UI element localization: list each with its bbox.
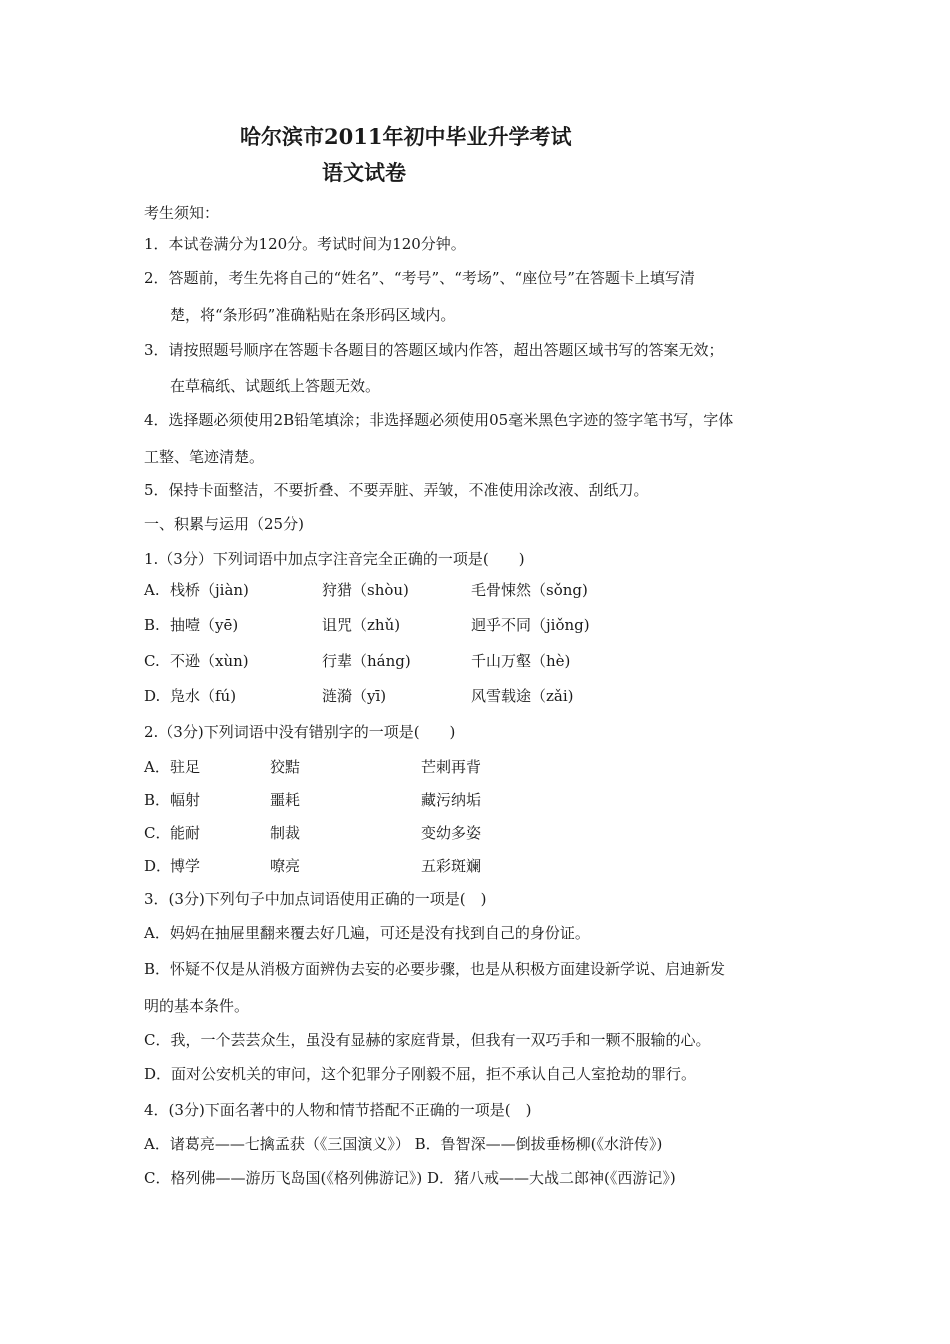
option-word: 诅咒（zhǔ): [322, 616, 401, 634]
question-3-option: B．怀疑不仅是从消极方面辨伪去妄的必要步骤，也是从积极方面建设新学说、启迪新发: [144, 960, 726, 978]
option-label: A．: [144, 758, 170, 776]
question-1-stem: 1.（3分）下列词语中加点字注音完全正确的一项是( ): [144, 550, 525, 568]
notice-item: 4．选择题必须使用2B铅笔填涂；非选择题必须使用05毫米黑色字迹的签字笔书写，字体: [144, 411, 734, 429]
option-label: A.: [144, 581, 160, 599]
option-word: 嘹亮: [270, 857, 301, 875]
option-word: 涟漪（yī): [322, 687, 387, 705]
question-3-option: C．我，一个芸芸众生，虽没有显赫的家庭背景，但我有一双巧手和一颗不服输的心。: [144, 1031, 711, 1049]
option-word: 狩猎（shòu): [322, 581, 409, 599]
option-word: 毛骨悚然（sǒng): [471, 581, 588, 599]
notice-item: 3．请按照题号顺序在答题卡各题目的答题区域内作答，超出答题区域书写的答案无效；: [144, 341, 724, 359]
option-word: 迥乎不同（jiǒng): [471, 616, 590, 634]
option-word: 栈桥（jiàn): [170, 581, 249, 599]
option-label: C.: [144, 652, 160, 670]
option-label: D.: [144, 687, 161, 705]
option-word: 凫水（fú): [170, 687, 237, 705]
notice-item: 在草稿纸、试题纸上答题无效。: [170, 377, 381, 395]
option-word: 狡黠: [270, 758, 301, 776]
question-3-option: 明的基本条件。: [144, 997, 250, 1015]
option-word: 制裁: [270, 824, 301, 842]
option-word: 行辈（háng): [322, 652, 411, 670]
option-word: 驻足: [170, 758, 201, 776]
section-heading: 一、积累与运用（25分): [144, 515, 304, 533]
option-word: 变幼多姿: [421, 824, 482, 842]
question-3-option: D．面对公安机关的审问，这个犯罪分子刚毅不屈，拒不承认自己人室抢劫的罪行。: [144, 1065, 697, 1083]
question-4-option: C．格列佛——游历飞岛国(《格列佛游记》) D．猪八戒——大战二郎神(《西游记》): [144, 1169, 676, 1187]
option-word: 博学: [170, 857, 201, 875]
notice-item: 楚，将“条形码”准确粘贴在条形码区域内。: [170, 306, 456, 324]
question-3-stem: 3．(3分)下列句子中加点词语使用正确的一项是( ): [144, 890, 487, 908]
exam-subtitle: 语文试卷: [322, 160, 406, 185]
option-word: 千山万壑（hè): [471, 652, 571, 670]
question-4-option: A．诸葛亮——七擒孟获（《三国演义》） B．鲁智深——倒拔垂杨柳(《水浒传》): [144, 1135, 663, 1153]
notice-heading: 考生须知：: [144, 204, 220, 222]
question-4-stem: 4．(3分)下面名著中的人物和情节搭配不正确的一项是( ): [144, 1101, 532, 1119]
option-word: 幅射: [170, 791, 201, 809]
notice-item: 1．本试卷满分为120分。考试时间为120分钟。: [144, 235, 466, 253]
option-word: 不逊（xùn): [170, 652, 249, 670]
question-3-option: A．妈妈在抽屉里翻来覆去好几遍，可还是没有找到自己的身份证。: [144, 924, 590, 942]
notice-item: 2．答题前，考生先将自己的“姓名”、“考号”、“考场”、“座位号”在答题卡上填写清: [144, 269, 695, 287]
option-word: 芒刺再背: [421, 758, 482, 776]
option-label: C．: [144, 824, 171, 842]
option-label: D．: [144, 857, 172, 875]
option-word: 抽噎（yē): [170, 616, 239, 634]
notice-item: 工整、笔迹清楚。: [144, 448, 265, 466]
option-word: 藏污纳垢: [421, 791, 482, 809]
question-2-stem: 2.（3分)下列词语中没有错别字的一项是( ): [144, 723, 456, 741]
option-word: 五彩斑斓: [421, 857, 482, 875]
option-label: B.: [144, 616, 160, 634]
option-word: 噩耗: [270, 791, 301, 809]
option-word: 能耐: [170, 824, 201, 842]
option-word: 风雪载途（zǎi): [471, 687, 574, 705]
option-label: B．: [144, 791, 171, 809]
exam-title: 哈尔滨市2011年初中毕业升学考试: [240, 124, 572, 149]
notice-item: 5．保持卡面整洁，不要折叠、不要弄脏、弄皱，不准使用涂改液、刮纸刀。: [144, 481, 649, 499]
